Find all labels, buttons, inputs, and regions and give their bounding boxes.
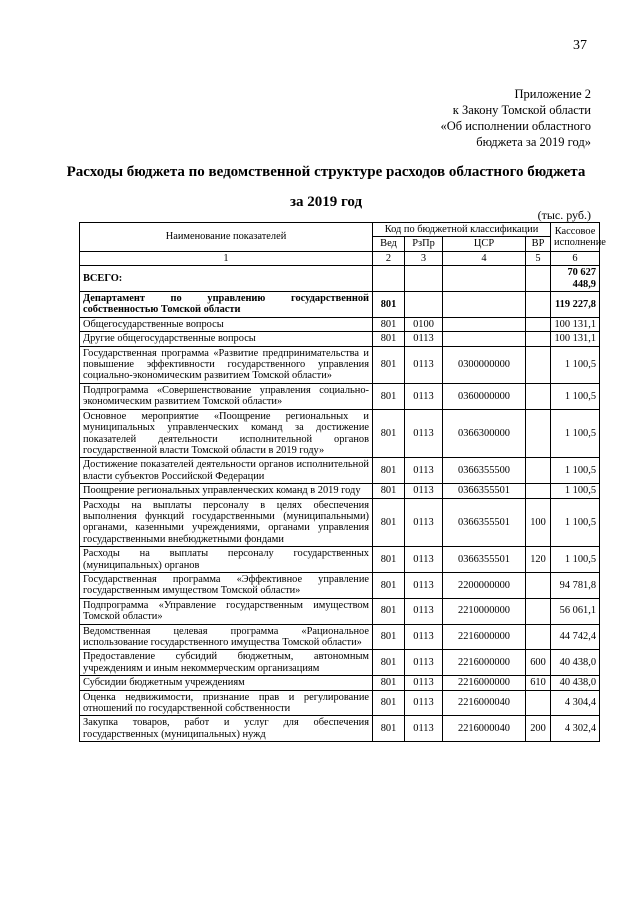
cell-rzpr: 0113 [405, 650, 443, 676]
cell-ved: 801 [373, 292, 405, 318]
cell-vr [526, 598, 551, 624]
cell-name: Ведомственная целевая программа «Рациональное использование государственного имущества Томской области» [80, 624, 373, 650]
cell-rzpr: 0113 [405, 716, 443, 742]
cell-name: Субсидии бюджетным учреждениям [80, 676, 373, 690]
cell-ved: 801 [373, 332, 405, 346]
cell-rzpr: 0113 [405, 598, 443, 624]
cell-vr: 120 [526, 547, 551, 573]
cell-vr [526, 346, 551, 383]
cell-vr: 610 [526, 676, 551, 690]
cell-amount: 1 100,5 [551, 458, 600, 484]
cell-vr: 200 [526, 716, 551, 742]
cell-vr [526, 317, 551, 331]
cell-csr: 0366355500 [443, 458, 526, 484]
cell-amount: 40 438,0 [551, 676, 600, 690]
table-row [80, 624, 600, 650]
cell-amount: 40 438,0 [551, 650, 600, 676]
cell-ved: 801 [373, 383, 405, 409]
table-row [80, 598, 600, 624]
cell-name: Закупка товаров, работ и услуг для обеспечения государственных (муниципальных) нужд [80, 716, 373, 742]
header-row [80, 223, 600, 237]
cell-rzpr: 0113 [405, 547, 443, 573]
table-row [80, 572, 600, 598]
cell-rzpr: 0113 [405, 498, 443, 547]
cell-amount: 1 100,5 [551, 409, 600, 458]
cell-name: Государственная программа «Развитие предпринимательства и повышение эффективности государственного управления социально-экономическим развитием Томской области» [80, 346, 373, 383]
cell-amount: 70 627 448,9 [551, 266, 600, 292]
appendix-line: к Закону Томской области [452, 103, 591, 117]
column-number-row [80, 251, 600, 265]
title-line: Расходы бюджета по ведомственной структуре расходов областного бюджета [66, 164, 586, 180]
cell-name: Оценка недвижимости, признание прав и регулирование отношений по государственной собственности [80, 690, 373, 716]
cell-amount: 4 302,4 [551, 716, 600, 742]
cell-amount: 44 742,4 [551, 624, 600, 650]
cell-amount: 4 304,4 [551, 690, 600, 716]
cell-amount: 1 100,5 [551, 498, 600, 547]
cell-rzpr [405, 292, 443, 318]
cell-vr [526, 484, 551, 498]
cell-rzpr: 0113 [405, 346, 443, 383]
table-row [80, 346, 600, 383]
cell-ved: 801 [373, 624, 405, 650]
page-number: 37 [573, 38, 587, 53]
cell-vr [526, 292, 551, 318]
cell-vr [526, 690, 551, 716]
cell-rzpr: 0113 [405, 409, 443, 458]
table-row [80, 409, 600, 458]
appendix-line: Приложение 2 [514, 87, 591, 101]
header-amount: Кассовое исполнение [551, 223, 600, 252]
table-row [80, 547, 600, 573]
cell-name: Основное мероприятие «Поощрение региональных и муниципальных управленческих команд за достижение показателей деятельности исполнительной органов государственной власти Томской области в 2019 году» [80, 409, 373, 458]
cell-rzpr: 0113 [405, 676, 443, 690]
column-number: 3 [405, 251, 443, 265]
header-name: Наименование показателей [80, 223, 373, 252]
cell-ved: 801 [373, 458, 405, 484]
cell-amount: 119 227,8 [551, 292, 600, 318]
cell-amount: 1 100,5 [551, 484, 600, 498]
cell-csr: 0360000000 [443, 383, 526, 409]
cell-amount: 1 100,5 [551, 383, 600, 409]
cell-rzpr: 0113 [405, 572, 443, 598]
cell-csr [443, 266, 526, 292]
cell-rzpr: 0113 [405, 690, 443, 716]
cell-csr: 2216000000 [443, 676, 526, 690]
cell-name: Департамент по управлению государственной собственностью Томской области [80, 292, 373, 318]
cell-vr: 600 [526, 650, 551, 676]
table-body [80, 266, 600, 742]
cell-csr [443, 292, 526, 318]
table-row [80, 690, 600, 716]
cell-ved: 801 [373, 690, 405, 716]
cell-vr [526, 266, 551, 292]
table-row [80, 676, 600, 690]
cell-amount: 1 100,5 [551, 346, 600, 383]
cell-rzpr: 0113 [405, 383, 443, 409]
column-number: 2 [373, 251, 405, 265]
table-row [80, 332, 600, 346]
cell-ved: 801 [373, 484, 405, 498]
cell-ved [373, 266, 405, 292]
cell-name: Расходы на выплаты персоналу государственных (муниципальных) органов [80, 547, 373, 573]
table-row [80, 716, 600, 742]
cell-vr [526, 383, 551, 409]
cell-csr: 0366355501 [443, 498, 526, 547]
cell-vr [526, 409, 551, 458]
cell-csr: 2216000000 [443, 650, 526, 676]
cell-csr [443, 317, 526, 331]
cell-amount: 100 131,1 [551, 332, 600, 346]
cell-csr: 0300000000 [443, 346, 526, 383]
table-row [80, 292, 600, 318]
cell-csr: 0366355501 [443, 484, 526, 498]
cell-vr [526, 572, 551, 598]
cell-vr [526, 458, 551, 484]
cell-name: Расходы на выплаты персоналу в целях обеспечения выполнения функций государственными (муниципальными) органами, казенными учреждениями, органами управления государственными внебюджетными фондами [80, 498, 373, 547]
header-code-group: Код по бюджетной классификации [373, 223, 551, 237]
cell-name: Предоставление субсидий бюджетным, автономным учреждениям и иным некоммерческим организациям [80, 650, 373, 676]
cell-csr: 2216000040 [443, 690, 526, 716]
document-title [60, 157, 592, 217]
table-row [80, 383, 600, 409]
cell-amount: 94 781,8 [551, 572, 600, 598]
cell-ved: 801 [373, 409, 405, 458]
cell-name: Достижение показателей деятельности органов исполнительной власти субъектов Российской Федерации [80, 458, 373, 484]
cell-csr: 2216000000 [443, 624, 526, 650]
appendix-block [440, 86, 591, 150]
cell-vr: 100 [526, 498, 551, 547]
header-csr: ЦСР [443, 237, 526, 251]
header-rzpr: РзПр [405, 237, 443, 251]
header-vr: ВР [526, 237, 551, 251]
column-number: 5 [526, 251, 551, 265]
cell-rzpr: 0113 [405, 484, 443, 498]
appendix-line: «Об исполнении областного [440, 119, 591, 133]
cell-name: Общегосударственные вопросы [80, 317, 373, 331]
cell-amount: 56 061,1 [551, 598, 600, 624]
table-row [80, 317, 600, 331]
table-row [80, 484, 600, 498]
header-ved: Вед [373, 237, 405, 251]
cell-amount: 1 100,5 [551, 547, 600, 573]
cell-vr [526, 332, 551, 346]
cell-rzpr: 0113 [405, 458, 443, 484]
cell-ved: 801 [373, 547, 405, 573]
cell-csr: 2200000000 [443, 572, 526, 598]
table-row [80, 458, 600, 484]
cell-csr: 2210000000 [443, 598, 526, 624]
cell-name: Подпрограмма «Совершенствование управления социально-экономическим развитием Томской области» [80, 383, 373, 409]
cell-rzpr [405, 266, 443, 292]
cell-rzpr: 0113 [405, 332, 443, 346]
cell-ved: 801 [373, 598, 405, 624]
cell-rzpr: 0113 [405, 624, 443, 650]
cell-rzpr: 0100 [405, 317, 443, 331]
units-label: (тыс. руб.) [537, 208, 591, 222]
cell-csr: 0366300000 [443, 409, 526, 458]
cell-name: ВСЕГО: [80, 266, 373, 292]
title-line: за 2019 год [289, 194, 363, 210]
cell-ved: 801 [373, 716, 405, 742]
column-number: 1 [80, 251, 373, 265]
cell-csr: 0366355501 [443, 547, 526, 573]
cell-name: Подпрограмма «Управление государственным имуществом Томской области» [80, 598, 373, 624]
cell-ved: 801 [373, 498, 405, 547]
cell-name: Другие общегосударственные вопросы [80, 332, 373, 346]
appendix-line: бюджета за 2019 год» [476, 135, 591, 149]
cell-ved: 801 [373, 650, 405, 676]
column-number: 6 [551, 251, 600, 265]
cell-ved: 801 [373, 346, 405, 383]
table-row [80, 650, 600, 676]
cell-csr [443, 332, 526, 346]
cell-ved: 801 [373, 676, 405, 690]
cell-ved: 801 [373, 572, 405, 598]
cell-name: Государственная программа «Эффективное управление государственным имуществом Томской области» [80, 572, 373, 598]
budget-table [79, 222, 606, 742]
cell-ved: 801 [373, 317, 405, 331]
cell-csr: 2216000040 [443, 716, 526, 742]
column-number: 4 [443, 251, 526, 265]
table-row [80, 266, 600, 292]
table-row [80, 498, 600, 547]
cell-amount: 100 131,1 [551, 317, 600, 331]
cell-name: Поощрение региональных управленческих команд в 2019 году [80, 484, 373, 498]
cell-vr [526, 624, 551, 650]
